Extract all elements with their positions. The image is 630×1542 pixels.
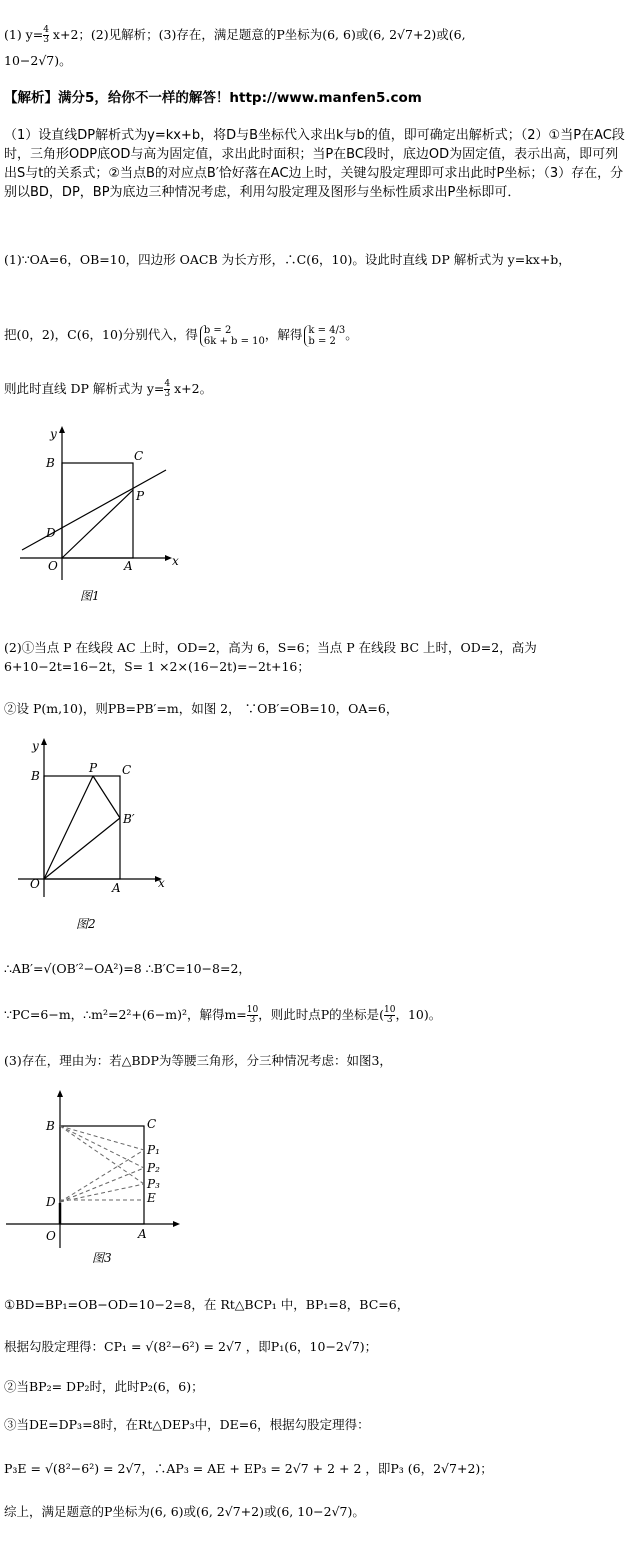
solution-p3: 则此时直线 DP 解析式为 y= $\frac{4}{3}$ x+2。 (4, 379, 213, 399)
fig3-label-E: E (147, 1191, 156, 1205)
solution-p10: 根据勾股定理得：CP₁ = √(8²−6²) = 2√7 ，即P₁(6，10−2√7)； (4, 1339, 378, 1354)
fig2-caption: 图2 (76, 917, 96, 931)
solution-p2: 把(0，2)，C(6，10)分别代入，得 b = 2 6k + b = 10 ，解得 k = 4/3 b = 2 。 (4, 324, 358, 347)
fig2-label-A: A (112, 881, 121, 895)
fig1-label-D: D (46, 526, 56, 540)
fig2-label-y: y (32, 739, 39, 753)
figure-3 (0, 1088, 200, 1268)
solution-p6: ∴AB′=√(OB′²−OA²)=8 ∴B′C=10−8=2， (4, 961, 251, 976)
fig2-label-x: x (158, 876, 165, 890)
fig1-label-P: P (136, 489, 145, 503)
fig2-label-C: C (122, 763, 132, 777)
answer-text-rest: x+2；(2)见解析；(3)存在，满足题意的P坐标为(6, 6)或(6, 2√7+2)或(6, (48, 27, 466, 42)
fig3-label-A: A (138, 1227, 147, 1241)
fig3-label-B: B (46, 1119, 55, 1133)
fig2-label-P: P (89, 761, 98, 775)
answer-text: (1) y= (4, 27, 44, 42)
solution-p13: P₃E = √(8²−6²) = 2√7，∴AP₃ = AE + EP₃ = 2√7 + 2 + 2 ，即P₃ (6，2√7+2)； (4, 1461, 493, 1476)
analysis-header: 【解析】满分5，给你不一样的解答！http://www.manfen5.com (4, 90, 422, 106)
answer-line-2: 10−2√7)。 (4, 53, 72, 68)
figure-1 (0, 420, 200, 620)
solution-p7: ∵PC=6−m，∴m²=2²+(6−m)²，解得m= $\frac{10}{3}$ ，则此时点P的坐标是( $\frac{10}{3}$ ，10)。 (4, 1005, 442, 1025)
solution-p11: ②当BP₂= DP₂时，此时P₂(6，6)； (4, 1379, 204, 1394)
equation-system-1: b = 2 6k + b = 10 (200, 325, 265, 347)
fig1-label-A: A (124, 559, 133, 573)
fig3-label-P1: P₁ (147, 1143, 160, 1157)
fig2-label-Bprime: B′ (123, 812, 135, 826)
solution-p8: (3)存在，理由为：若△BDP为等腰三角形，分三种情况考虑：如图3， (4, 1053, 392, 1068)
solution-p4: (2)①当点 P 在线段 AC 上时，OD=2，高为 6，S=6；当点 P 在线段 BC 上时，OD=2，高为 6+10−2t=16−2t，S= 1 ×2×(16−2t)=−2t+16； (4, 640, 537, 674)
solution-p12: ③当DE=DP₃=8时，在Rt△DEP₃中，DE=6，根据勾股定理得： (4, 1417, 370, 1432)
equation-system-2: k = 4/3 b = 2 (304, 325, 345, 347)
fig3-label-C: C (147, 1117, 157, 1131)
fig1-label-y: y (50, 427, 57, 441)
analysis-paragraph: （1）设直线DP解析式为y=kx+b，将D与B坐标代入求出k与b的值，即可确定出解析式；（2）①当P在AC段时，三角形ODP底OD与高为固定值，求出此时面积；当P在BC段时，底边OD为固定值，表示出高，即可列出S与t的关系式；②当点B的对应点B′恰好落在AC边上时，关键勾股定理即可求出此时P坐标；（3）存在，分别以BD，DP，BP为底边三种情况考虑，利用勾股定理及图形与坐标性质求出P坐标即可． (4, 128, 625, 200)
solution-p1: (1)∵OA=6，OB=10，四边形 OACB 为长方形，∴C(6，10)。设此时直线 DP 解析式为 y=kx+b， (4, 252, 571, 267)
fig3-label-O: O (46, 1229, 56, 1243)
fig1-label-C: C (134, 449, 144, 463)
solution-p9: ①BD=BP₁=OB−OD=10−2=8，在 Rt△BCP₁ 中，BP₁=8，BC=6， (4, 1297, 410, 1312)
answer-line-1 (4, 26, 626, 45)
fig1-label-O: O (48, 559, 58, 573)
fig3-label-P2: P₂ (147, 1161, 160, 1175)
fig3-label-D: D (46, 1195, 56, 1209)
solution-p5: ②设 P(m,10)，则PB=PB′=m，如图 2， ∵OB′=OB=10，OA=6， (4, 701, 399, 716)
fig1-caption: 图1 (80, 589, 100, 603)
fig2-label-O: O (30, 877, 40, 891)
fig3-label-P3: P₃ (147, 1177, 160, 1191)
fig2-label-B: B (31, 769, 40, 783)
fraction: $\frac{4}{3}$ (43, 25, 49, 45)
fig1-label-x: x (172, 554, 179, 568)
fig3-caption: 图3 (92, 1251, 112, 1265)
solution-p14: 综上，满足题意的P坐标为(6, 6)或(6, 2√7+2)或(6, 10−2√7)。 (4, 1504, 365, 1519)
figure-2 (0, 732, 200, 937)
fig1-label-B: B (46, 456, 55, 470)
